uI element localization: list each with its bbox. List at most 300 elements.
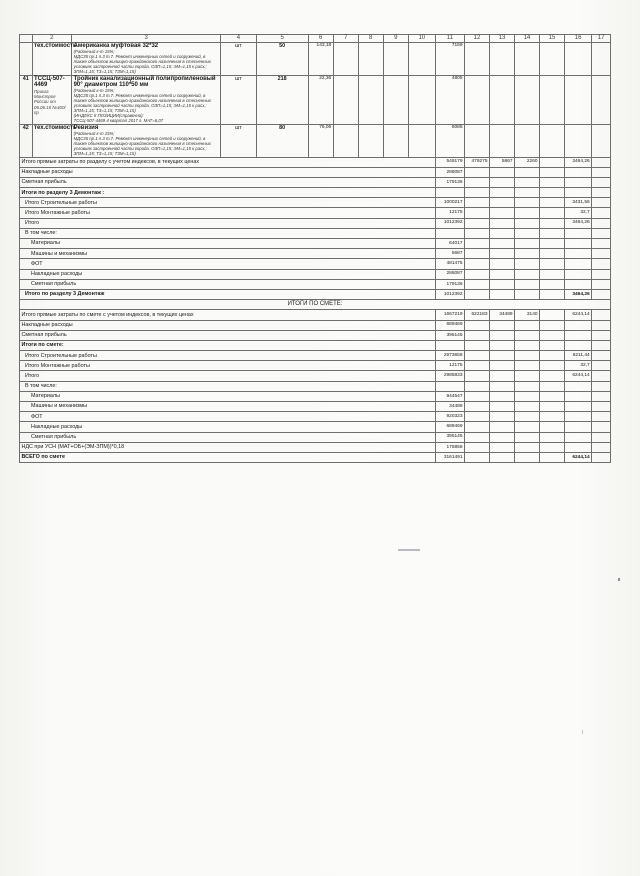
summary-value-c11: 3161491 xyxy=(435,452,464,462)
summary-value-c16 xyxy=(565,412,592,422)
summary-row xyxy=(20,391,611,401)
summary-label: Накладные расходы xyxy=(20,167,436,177)
summary-value-c11: 1012392 xyxy=(435,218,464,228)
summary-label: Итого прямые затраты по смете с учетом индексов, в текущих ценах xyxy=(20,310,436,320)
summary-value-c13 xyxy=(490,269,515,279)
summary-label: НДС при УСН (МАТ+ОБ+(ЭМ-ЗПМ))*0,18 xyxy=(20,442,436,452)
item-total-cost: 7159 xyxy=(435,43,464,76)
item-unit-price: 76,06 xyxy=(308,124,333,157)
summary-row xyxy=(20,442,611,452)
summary-row xyxy=(20,320,611,330)
empty-cell xyxy=(592,279,611,289)
summary-value-c13 xyxy=(490,208,515,218)
summary-value-c14 xyxy=(515,361,540,371)
column-number-row xyxy=(20,35,611,43)
summary-row xyxy=(20,188,611,198)
item-name: Ревизия xyxy=(73,124,99,131)
header-cell: 7 xyxy=(333,35,358,43)
empty-cell xyxy=(540,452,565,462)
empty-cell xyxy=(592,188,611,198)
item-quantity: 50 xyxy=(256,43,308,76)
empty-cell xyxy=(465,75,490,124)
summary-value-c11: 689469 xyxy=(435,320,464,330)
summary-value-c11 xyxy=(435,188,464,198)
summary-row xyxy=(20,361,611,371)
summary-value-c13 xyxy=(490,381,515,391)
empty-cell xyxy=(408,43,435,76)
summary-value-c11 xyxy=(435,228,464,238)
empty-cell xyxy=(592,157,611,167)
summary-row xyxy=(20,330,611,340)
summary-value-c13 xyxy=(490,239,515,249)
empty-cell xyxy=(540,310,565,320)
summary-value-c11: 179136 xyxy=(435,279,464,289)
item-code-cell xyxy=(32,43,77,76)
summary-row xyxy=(20,198,611,208)
summary-label: Итого Монтажные работы xyxy=(20,361,436,371)
header-cell: 2 xyxy=(32,35,72,43)
summary-value-c12 xyxy=(465,208,490,218)
summary-value-c12 xyxy=(465,249,490,259)
item-note: (Районный к-т 15%; xyxy=(73,88,115,94)
summary-value-c11: 2985833 xyxy=(435,371,464,381)
empty-cell xyxy=(540,351,565,361)
summary-value-c12 xyxy=(465,228,490,238)
summary-row xyxy=(20,289,611,299)
summary-value-c12 xyxy=(465,452,490,462)
empty-cell xyxy=(408,124,435,157)
summary-label: Материалы xyxy=(20,239,436,249)
empty-cell xyxy=(592,310,611,320)
header-cell: 17 xyxy=(592,35,611,43)
empty-cell xyxy=(592,381,611,391)
empty-cell xyxy=(515,43,540,76)
summary-value-c16 xyxy=(565,320,592,330)
item-quantity: 80 xyxy=(256,124,308,157)
empty-cell xyxy=(333,43,358,76)
summary-row xyxy=(20,259,611,269)
header-cell: 8 xyxy=(358,35,383,43)
summary-value-c11: 286087 xyxy=(435,269,464,279)
summary-value-c13 xyxy=(490,249,515,259)
item-note: МДС35 пр.1 п.3 т.7. Ремонт инженерных сетей и сооружений, в также объектов жилищно-гражданского назначения в стесненных условиях застроенной части города. ОЗП=1,15; ЭМ=1,15 к расх.; ЗПМ=1,15; ТЗ=1,15; ТЗМ=1,15) xyxy=(73,93,211,114)
empty-cell xyxy=(540,259,565,269)
empty-cell xyxy=(592,289,611,299)
summary-value-c11: 920323 xyxy=(435,412,464,422)
item-unit: шт xyxy=(221,124,256,157)
estimate-item-row xyxy=(20,75,611,124)
summary-value-c11 xyxy=(435,381,464,391)
item-code-source: Приказ Минстроя России от 06.06.16 №400/пр xyxy=(34,89,66,115)
empty-cell xyxy=(540,402,565,412)
empty-cell xyxy=(383,75,408,124)
scan-mark xyxy=(582,730,583,734)
summary-value-c12 xyxy=(465,391,490,401)
empty-cell xyxy=(540,330,565,340)
summary-value-c12 xyxy=(465,422,490,432)
summary-value-c12 xyxy=(465,371,490,381)
empty-cell xyxy=(592,361,611,371)
summary-value-c13 xyxy=(490,402,515,412)
empty-cell xyxy=(592,249,611,259)
summary-value-c12 xyxy=(465,289,490,299)
summary-value-c14 xyxy=(515,177,540,187)
scan-mark xyxy=(398,549,420,551)
empty-cell xyxy=(592,402,611,412)
summary-value-c12 xyxy=(465,279,490,289)
summary-row xyxy=(20,432,611,442)
summary-label: Машины и механизмы xyxy=(20,402,436,412)
summary-row xyxy=(20,381,611,391)
item-note: МДС35 пр.1 п.3 т.7. Ремонт инженерных сетей и сооружений, в также объектов жилищно-гражданского назначения в стесненных условиях застроенной части города. ОЗП=1,15; ЭМ=1,15 к расх.; ЗПМ=1,15; ТЗ=1,15; ТЗМ=1,15) xyxy=(73,135,211,156)
summary-value-c11: 395145 xyxy=(435,330,464,340)
summary-value-c12 xyxy=(465,177,490,187)
summary-value-c13 xyxy=(490,218,515,228)
summary-value-c16 xyxy=(565,402,592,412)
summary-value-c13 xyxy=(490,432,515,442)
header-cell: 4 xyxy=(221,35,256,43)
empty-cell xyxy=(540,422,565,432)
summary-row xyxy=(20,452,611,462)
summary-value-c12 xyxy=(465,188,490,198)
summary-label: Накладные расходы xyxy=(20,422,436,432)
summary-label: В том числе: xyxy=(20,381,436,391)
empty-cell xyxy=(540,157,565,167)
estimate-totals-title-row xyxy=(20,300,611,310)
summary-value-c13 xyxy=(490,228,515,238)
summary-value-c12 xyxy=(465,412,490,422)
empty-cell xyxy=(540,188,565,198)
estimate-item-row xyxy=(20,43,611,76)
empty-cell xyxy=(465,43,490,76)
summary-label: Итого Монтажные работы xyxy=(20,208,436,218)
summary-value-c12 xyxy=(465,442,490,452)
item-number xyxy=(20,43,33,76)
summary-label: ФОТ xyxy=(20,412,436,422)
summary-value-c11: 12175 xyxy=(435,208,464,218)
summary-value-c12 xyxy=(465,320,490,330)
summary-row xyxy=(20,340,611,350)
summary-label: Итого прямые затраты по разделу с учетом индексов, в текущих ценах xyxy=(20,157,436,167)
summary-label: Сметная прибыль xyxy=(20,177,436,187)
summary-value-c13 xyxy=(490,371,515,381)
empty-cell xyxy=(592,371,611,381)
summary-value-c16 xyxy=(565,340,592,350)
empty-cell xyxy=(408,75,435,124)
summary-label: Накладные расходы xyxy=(20,269,436,279)
summary-label: Итого Строительные работы xyxy=(20,198,436,208)
summary-value-c16 xyxy=(565,269,592,279)
summary-value-c16 xyxy=(565,228,592,238)
summary-value-c12: 622183 xyxy=(465,310,490,320)
summary-label: Итоги по разделу 3 Демонтаж : xyxy=(20,188,436,198)
item-note: МДС35 пр.1 п.3 т.7. Ремонт инженерных сетей и сооружений, в также объектов жилищно-гражданского назначения в стесненных условиях застроенной части города. ОЗП=1,15; ЭМ=1,15 к расх.; ЗПМ=1,15; ТЗ=1,15; ТЗМ=1,15) xyxy=(73,53,211,74)
summary-value-c14 xyxy=(515,412,540,422)
empty-cell xyxy=(540,442,565,452)
summary-value-c14 xyxy=(515,228,540,238)
summary-value-c14 xyxy=(515,289,540,299)
summary-value-c12 xyxy=(465,432,490,442)
summary-value-c16: 32,7 xyxy=(565,361,592,371)
summary-label: ФОТ xyxy=(20,259,436,269)
empty-cell xyxy=(592,412,611,422)
summary-value-c14 xyxy=(515,279,540,289)
summary-label: Итоги по смете: xyxy=(20,340,436,350)
summary-value-c16 xyxy=(565,249,592,259)
item-description-cell xyxy=(72,43,221,76)
summary-value-c16 xyxy=(565,188,592,198)
empty-cell xyxy=(515,75,540,124)
summary-row xyxy=(20,228,611,238)
empty-cell xyxy=(540,177,565,187)
summary-value-c12 xyxy=(465,340,490,350)
summary-value-c12 xyxy=(465,218,490,228)
summary-value-c13 xyxy=(490,289,515,299)
empty-cell xyxy=(592,239,611,249)
summary-value-c11: 1667219 xyxy=(435,310,464,320)
summary-value-c12 xyxy=(465,269,490,279)
summary-value-c13 xyxy=(490,442,515,452)
empty-cell xyxy=(592,167,611,177)
header-cell: 15 xyxy=(540,35,565,43)
item-code-cell xyxy=(32,75,72,124)
summary-value-c11: 179136 xyxy=(435,177,464,187)
item-code-cell xyxy=(32,124,77,157)
summary-label: Сметная прибыль xyxy=(20,330,436,340)
summary-row xyxy=(20,218,611,228)
empty-cell xyxy=(592,269,611,279)
summary-value-c13 xyxy=(490,422,515,432)
empty-cell xyxy=(592,422,611,432)
summary-value-c12 xyxy=(465,330,490,340)
summary-value-c11: 2973658 xyxy=(435,351,464,361)
summary-value-c14 xyxy=(515,320,540,330)
summary-value-c11: 549179 xyxy=(435,157,464,167)
empty-cell xyxy=(465,124,490,157)
summary-value-c16 xyxy=(565,167,592,177)
summary-value-c13: 34489 xyxy=(490,310,515,320)
empty-cell xyxy=(540,289,565,299)
empty-cell xyxy=(540,75,565,124)
summary-value-c14 xyxy=(515,218,540,228)
item-code: ТССЦ-507-4469 xyxy=(34,75,65,89)
empty-cell xyxy=(592,320,611,330)
summary-value-c14 xyxy=(515,391,540,401)
item-name: Американка муфтовая 32*32 xyxy=(73,43,159,49)
empty-cell xyxy=(592,442,611,452)
summary-value-c13 xyxy=(490,340,515,350)
summary-row xyxy=(20,177,611,187)
empty-cell xyxy=(358,43,383,76)
summary-value-c14: 2260 xyxy=(515,157,540,167)
item-number: 42 xyxy=(20,124,33,157)
summary-value-c12 xyxy=(465,361,490,371)
empty-cell xyxy=(592,432,611,442)
item-note: (Районный к-т 15%; xyxy=(73,130,115,136)
summary-value-c16 xyxy=(565,259,592,269)
summary-value-c16 xyxy=(565,391,592,401)
item-quantity: 218 xyxy=(256,75,308,124)
empty-cell xyxy=(540,412,565,422)
header-cell: 12 xyxy=(465,35,490,43)
summary-value-c12 xyxy=(465,259,490,269)
summary-value-c13 xyxy=(490,198,515,208)
summary-label: Накладные расходы xyxy=(20,320,436,330)
summary-value-c13 xyxy=(490,279,515,289)
header-cell: 3 xyxy=(72,35,221,43)
summary-value-c12 xyxy=(465,402,490,412)
empty-cell xyxy=(592,391,611,401)
empty-cell xyxy=(540,208,565,218)
summary-row xyxy=(20,422,611,432)
summary-value-c14 xyxy=(515,381,540,391)
summary-value-c11: 944547 xyxy=(435,391,464,401)
empty-cell xyxy=(383,124,408,157)
summary-value-c11: 5687 xyxy=(435,249,464,259)
header-cell: 13 xyxy=(490,35,515,43)
summary-label: Материалы xyxy=(20,391,436,401)
item-total-cost: 6085 xyxy=(435,124,464,157)
item-note: (ИНДЕКС К ПОЗИЦИИ(справочно): xyxy=(73,113,144,119)
summary-value-c12 xyxy=(465,167,490,177)
summary-value-c14 xyxy=(515,188,540,198)
summary-row xyxy=(20,269,611,279)
summary-label: Итого xyxy=(20,218,436,228)
empty-cell xyxy=(592,330,611,340)
empty-cell xyxy=(540,43,565,76)
summary-value-c14 xyxy=(515,259,540,269)
summary-value-c13 xyxy=(490,330,515,340)
summary-value-c12 xyxy=(465,239,490,249)
item-unit: шт xyxy=(221,75,256,124)
summary-label: В том числе: xyxy=(20,228,436,238)
summary-value-c16 xyxy=(565,422,592,432)
summary-value-c14 xyxy=(515,402,540,412)
empty-cell xyxy=(490,75,515,124)
summary-value-c14 xyxy=(515,452,540,462)
empty-cell xyxy=(592,340,611,350)
empty-cell xyxy=(540,249,565,259)
summary-value-c16: 6244,14 xyxy=(565,371,592,381)
summary-value-c14 xyxy=(515,198,540,208)
summary-value-c16 xyxy=(565,442,592,452)
header-cell: 16 xyxy=(565,35,592,43)
item-description-cell xyxy=(72,124,221,157)
empty-cell xyxy=(592,351,611,361)
summary-value-c13 xyxy=(490,412,515,422)
empty-cell xyxy=(592,43,611,76)
header-cell: 10 xyxy=(408,35,435,43)
summary-value-c13: 5867 xyxy=(490,157,515,167)
empty-cell xyxy=(592,218,611,228)
summary-value-c11: 286087 xyxy=(435,167,464,177)
summary-value-c12 xyxy=(465,381,490,391)
summary-value-c11: 175858 xyxy=(435,442,464,452)
summary-value-c13 xyxy=(490,177,515,187)
summary-label: ВСЕГО по смете xyxy=(20,452,436,462)
empty-cell xyxy=(540,279,565,289)
header-cell: 6 xyxy=(308,35,333,43)
summary-value-c14 xyxy=(515,330,540,340)
summary-value-c13 xyxy=(490,188,515,198)
empty-cell xyxy=(333,75,358,124)
summary-value-c16: 6211,44 xyxy=(565,351,592,361)
header-cell xyxy=(20,35,33,43)
summary-value-c14 xyxy=(515,208,540,218)
summary-value-c16 xyxy=(565,330,592,340)
summary-row xyxy=(20,208,611,218)
summary-value-c16: 32,7 xyxy=(565,208,592,218)
summary-value-c13 xyxy=(490,452,515,462)
summary-value-c16: 3464,26 xyxy=(565,157,592,167)
summary-value-c14 xyxy=(515,351,540,361)
estimate-table-body xyxy=(20,35,611,463)
summary-label: Машины и механизмы xyxy=(20,249,436,259)
summary-value-c16 xyxy=(565,177,592,187)
summary-value-c16: 3431,56 xyxy=(565,198,592,208)
empty-cell xyxy=(565,43,592,76)
empty-cell xyxy=(592,198,611,208)
estimate-table xyxy=(19,34,611,463)
empty-cell xyxy=(540,320,565,330)
summary-value-c14 xyxy=(515,269,540,279)
empty-cell xyxy=(592,208,611,218)
header-cell: 9 xyxy=(383,35,408,43)
empty-cell xyxy=(540,371,565,381)
header-cell: 5 xyxy=(256,35,308,43)
item-code: тех.стоимость xyxy=(34,124,77,131)
empty-cell xyxy=(540,167,565,177)
item-note: ТССЦ-507-4469 4 квартал 2017 г. МАТ=6,07 xyxy=(73,117,164,123)
summary-value-c14 xyxy=(515,249,540,259)
summary-value-c16 xyxy=(565,381,592,391)
summary-row xyxy=(20,167,611,177)
empty-cell xyxy=(592,124,611,157)
empty-cell xyxy=(515,124,540,157)
empty-cell xyxy=(490,124,515,157)
empty-cell xyxy=(592,452,611,462)
empty-cell xyxy=(383,43,408,76)
empty-cell xyxy=(540,391,565,401)
empty-cell xyxy=(333,124,358,157)
item-unit-price: 143,18 xyxy=(308,43,333,76)
summary-value-c11: 689469 xyxy=(435,422,464,432)
summary-value-c11: 34489 xyxy=(435,402,464,412)
summary-label: Сметная прибыль xyxy=(20,432,436,442)
summary-value-c14 xyxy=(515,422,540,432)
empty-cell xyxy=(565,124,592,157)
summary-value-c14 xyxy=(515,442,540,452)
summary-label: Сметная прибыль xyxy=(20,279,436,289)
empty-cell xyxy=(540,239,565,249)
empty-cell xyxy=(540,432,565,442)
item-number: 41 xyxy=(20,75,33,124)
empty-cell xyxy=(490,43,515,76)
summary-value-c12 xyxy=(465,351,490,361)
summary-value-c16: 3464,26 xyxy=(565,218,592,228)
empty-cell xyxy=(540,218,565,228)
summary-value-c12: 479275 xyxy=(465,157,490,167)
empty-cell xyxy=(540,361,565,371)
estimate-totals-title: ИТОГИ ПО СМЕТЕ: xyxy=(20,300,611,310)
summary-value-c11: 395145 xyxy=(435,432,464,442)
summary-row xyxy=(20,157,611,167)
summary-row xyxy=(20,239,611,249)
summary-value-c13 xyxy=(490,391,515,401)
empty-cell xyxy=(540,124,565,157)
summary-value-c16: 3464,26 xyxy=(565,289,592,299)
summary-value-c14 xyxy=(515,371,540,381)
